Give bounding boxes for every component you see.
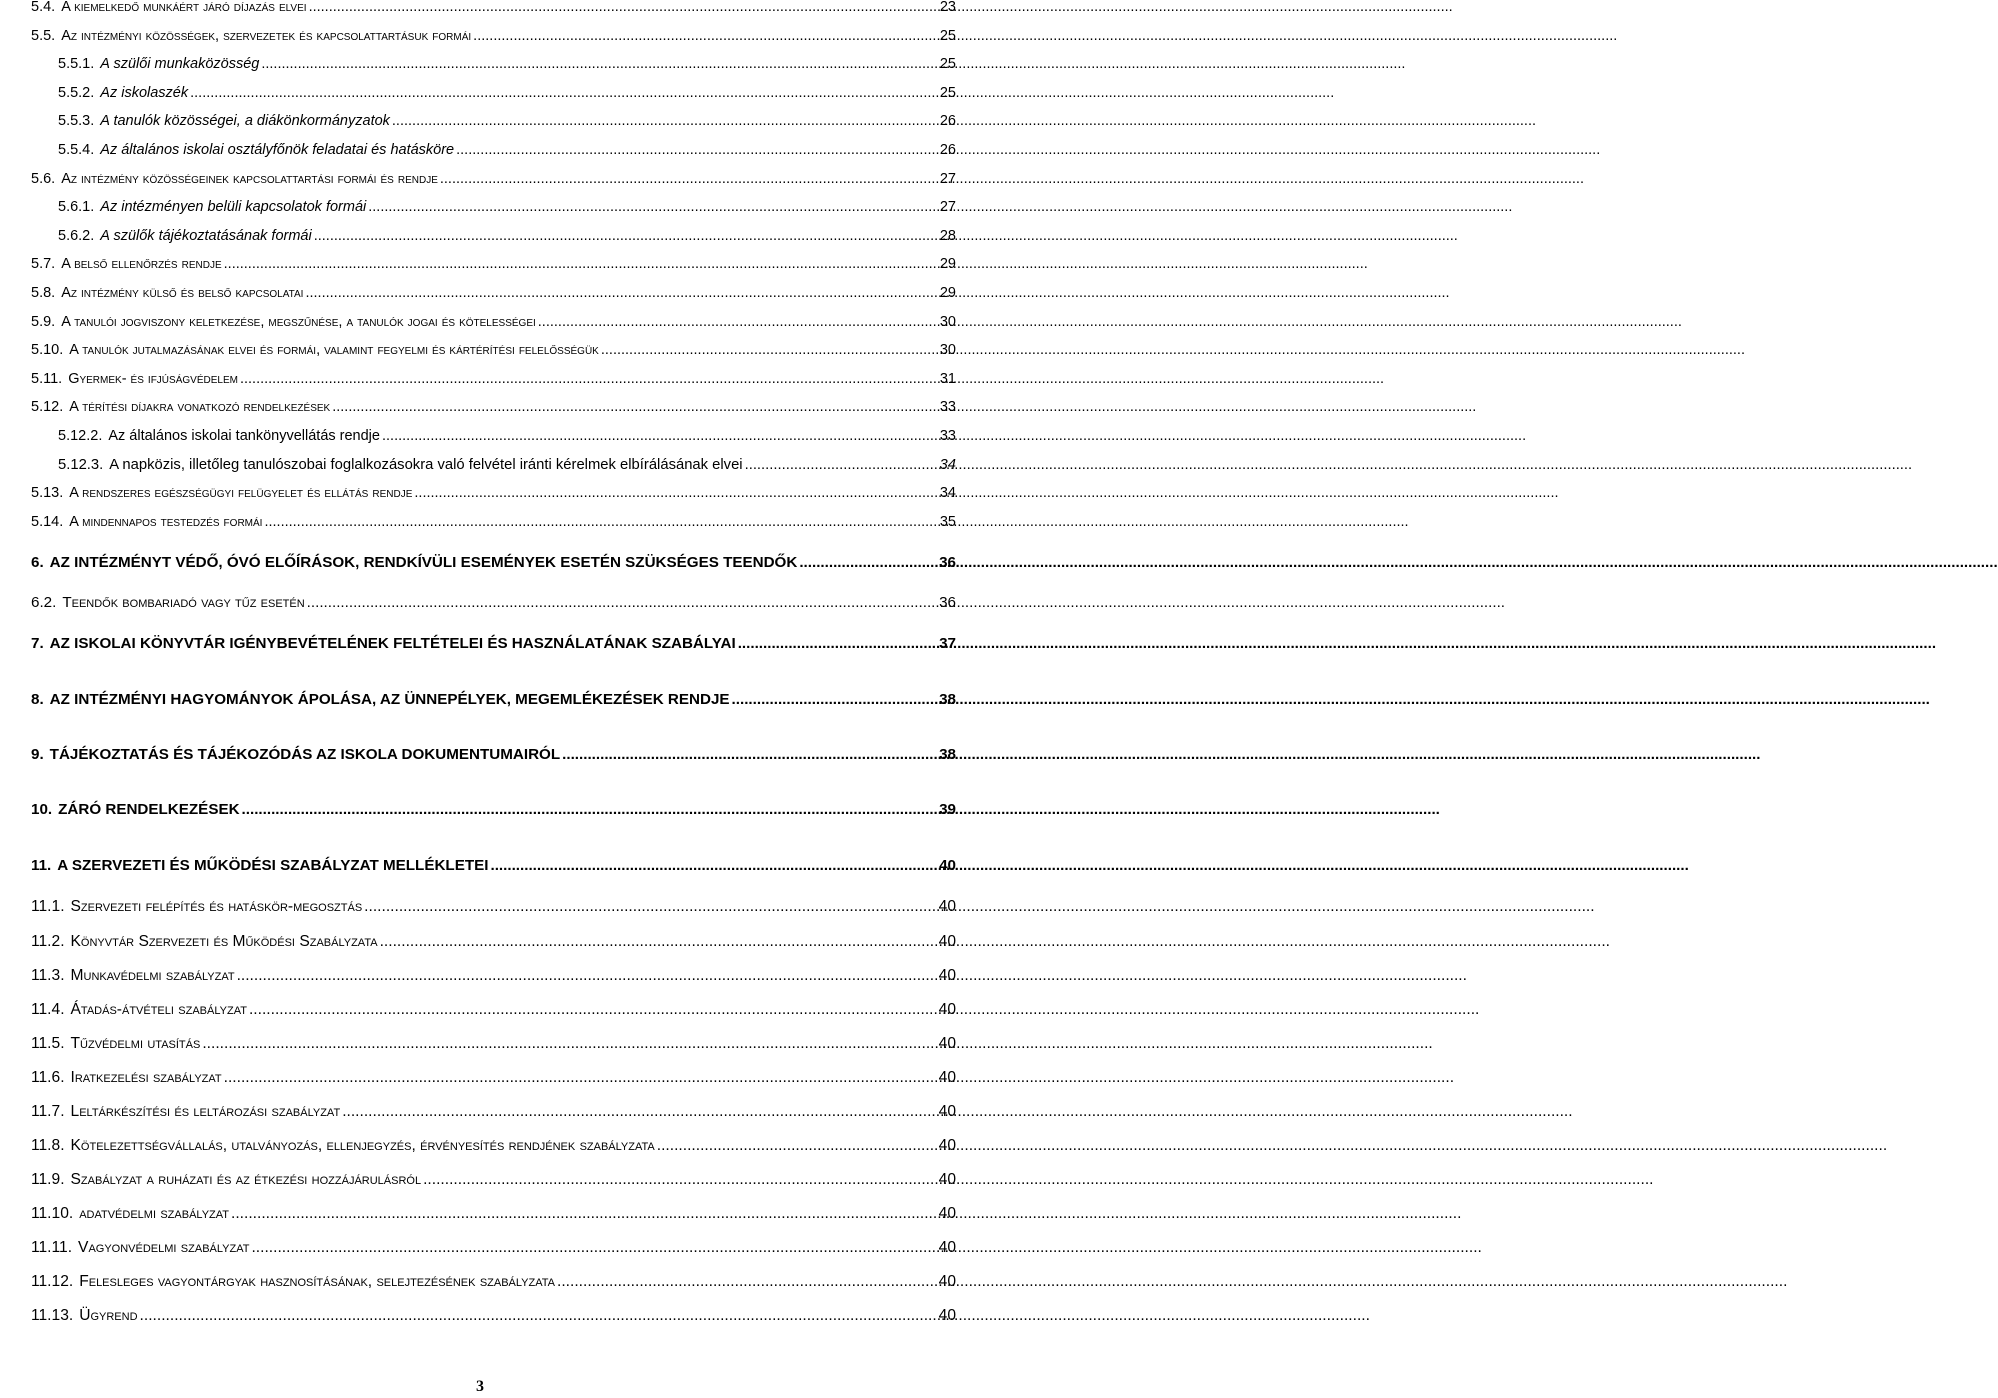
toc-entry-11-7[interactable] (0, 1102, 956, 1122)
dot-leader (264, 512, 937, 532)
toc-entry-5-6-2[interactable] (0, 226, 956, 246)
toc-entry-5-9[interactable] (0, 312, 956, 332)
toc-entry-6-2[interactable] (0, 593, 956, 613)
dot-leader (368, 197, 938, 217)
toc-number: 5.5.2. (58, 85, 95, 101)
toc-entry-11-4[interactable] (0, 1000, 956, 1020)
toc-number: 6. (31, 554, 44, 571)
toc-page: 25 (939, 85, 956, 101)
toc-page: 37 (939, 635, 956, 652)
toc-page: 40 (939, 857, 956, 874)
toc-title: A kiemelkedő munkáért járó díjazás elvei (61, 0, 307, 15)
toc-entry-7[interactable] (0, 634, 956, 654)
toc-page: 40 (938, 1239, 956, 1256)
toc-title: AZ ISKOLAI KÖNYVTÁR IGÉNYBEVÉTELÉNEK FELTÉTELEI ÉS HASZNÁLATÁNAK SZABÁLYAI (49, 635, 736, 652)
toc-entry-11-12[interactable] (0, 1272, 956, 1292)
dot-leader (538, 312, 938, 332)
toc-entry-11-9[interactable] (0, 1170, 956, 1190)
toc-entry-11[interactable] (0, 856, 956, 876)
toc-number: 11. (31, 857, 52, 874)
toc-page: 36 (939, 554, 956, 571)
toc-entry-5-12-2[interactable] (0, 426, 956, 446)
dot-leader (392, 111, 938, 131)
toc-title: Iratkezelési szabályzat (70, 1069, 222, 1086)
dot-leader (473, 26, 938, 46)
dot-leader (456, 140, 938, 160)
toc-number: 11.12. (31, 1273, 74, 1290)
toc-page: 31 (939, 371, 956, 387)
dot-leader (414, 483, 937, 503)
toc-entry-11-10[interactable] (0, 1204, 956, 1224)
toc-entry-5-6[interactable] (0, 169, 956, 189)
toc-title: Ügyrend (79, 1307, 138, 1324)
toc-title: Szabályzat a ruházati és az étkezési hozzájárulásról (70, 1171, 422, 1188)
toc-number: 6.2. (31, 594, 57, 611)
toc-number: 5.11. (31, 371, 63, 387)
toc-page: 39 (939, 801, 956, 818)
toc-page: 40 (938, 1035, 956, 1052)
dot-leader (242, 800, 938, 820)
toc-entry-11-13[interactable] (0, 1306, 956, 1326)
toc-title: Kötelezettségvállalás, utalványozás, ellenjegyzés, érvényesítés rendjének szabályzata (70, 1137, 655, 1154)
toc-number: 11.10. (31, 1205, 74, 1222)
toc-entry-11-6[interactable] (0, 1068, 956, 1088)
toc-page: 40 (938, 933, 956, 950)
toc-entry-5-5-3[interactable] (0, 111, 956, 131)
dot-leader (799, 553, 937, 573)
toc-number: 5.5.4. (58, 142, 95, 158)
toc-title: Az intézményi közösségek, szervezetek és kapcsolattartásuk formái (61, 28, 472, 44)
toc-entry-6[interactable] (0, 553, 956, 573)
dot-leader (562, 745, 937, 765)
toc-entry-5-5-2[interactable] (0, 83, 956, 103)
toc-entry-9[interactable] (0, 745, 956, 765)
toc-entry-5-8[interactable] (0, 283, 956, 303)
toc-number: 11.9. (31, 1171, 65, 1188)
dot-leader (140, 1306, 937, 1326)
toc-number: 5.5. (31, 28, 56, 44)
toc-number: 11.11. (31, 1239, 73, 1256)
toc-title: A rendszeres egészségügyi felügyelet és ellátás rendje (69, 485, 413, 501)
toc-page: 27 (939, 199, 956, 215)
dot-leader (309, 0, 938, 17)
toc-title: Az intézmény közösségeinek kapcsolattartási formái és rendje (61, 171, 438, 187)
toc-number: 10. (31, 801, 53, 818)
toc-page: 25 (939, 56, 956, 72)
toc-number: 11.8. (31, 1137, 65, 1154)
dot-leader (251, 1238, 936, 1258)
toc-entry-5-7[interactable] (0, 254, 956, 274)
toc-page: 29 (939, 256, 956, 272)
toc-page: 25 (939, 28, 956, 44)
toc-title: A szülői munkaközösség (100, 56, 260, 72)
toc-number: 5.12.3. (58, 457, 104, 473)
toc-page: 30 (939, 342, 956, 358)
toc-number: 11.2. (31, 933, 65, 950)
toc-page: 38 (939, 746, 956, 763)
toc-number: 8. (31, 691, 44, 708)
toc-number: 5.6.1. (58, 199, 95, 215)
toc-number: 5.5.3. (58, 113, 95, 129)
toc-number: 5.9. (31, 314, 56, 330)
toc-page: 40 (938, 1069, 956, 1086)
toc-entry-5-6-1[interactable] (0, 197, 956, 217)
toc-title: A tanulók jutalmazásának elvei és formái, valamint fegyelmi és kártérítési felelősségük (69, 342, 599, 358)
toc-number: 5.6.2. (58, 228, 95, 244)
toc-title: Teendők bombariadó vagy tűz esetén (62, 594, 305, 611)
table-of-contents (0, 0, 960, 1398)
dot-leader (738, 634, 937, 654)
toc-title: Felesleges vagyontárgyak hasznosításának, selejtezésének szabályzata (79, 1273, 555, 1290)
dot-leader (190, 83, 938, 103)
toc-page: 36 (939, 594, 956, 611)
toc-title: AZ INTÉZMÉNYI HAGYOMÁNYOK ÁPOLÁSA, AZ ÜNNEPÉLYEK, MEGEMLÉKEZÉSEK RENDJE (49, 691, 730, 708)
dot-leader (342, 1102, 936, 1122)
toc-page: 23 (939, 0, 956, 15)
toc-page: 33 (939, 399, 956, 415)
toc-page: 40 (938, 1137, 956, 1154)
toc-number: 11.3. (31, 967, 65, 984)
toc-title: Az általános iskolai osztályfőnök feladatai és hatásköre (100, 142, 455, 158)
toc-page: 26 (939, 142, 956, 158)
toc-entry-5-12-3[interactable] (0, 455, 956, 475)
page-number: 3 (476, 1378, 484, 1395)
toc-entry-5-4[interactable] (0, 0, 956, 17)
toc-entry-11-1[interactable] (0, 897, 956, 917)
toc-title: ZÁRÓ RENDELKEZÉSEK (58, 801, 240, 818)
toc-number: 9. (31, 746, 44, 763)
toc-page: 30 (939, 314, 956, 330)
toc-number: 5.8. (31, 285, 56, 301)
toc-number: 5.4. (31, 0, 56, 15)
toc-page: 40 (938, 1103, 956, 1120)
toc-page: 26 (939, 113, 956, 129)
dot-leader (202, 1034, 936, 1054)
toc-number: 5.7. (31, 256, 56, 272)
toc-number: 11.6. (31, 1069, 65, 1086)
toc-entry-5-13[interactable] (0, 483, 956, 503)
toc-page: 28 (939, 228, 956, 244)
dot-leader (305, 283, 937, 303)
toc-title: Szervezeti felépítés és hatáskör-megosztás (70, 898, 363, 915)
dot-leader (440, 169, 938, 189)
toc-title: A tanulók közösségei, a diákönkormányzatok (100, 113, 390, 129)
toc-title: Az általános iskolai tankönyvellátás rendje (108, 428, 380, 444)
toc-title: Tűzvédelmi utasítás (70, 1035, 201, 1052)
toc-page: 40 (938, 1273, 956, 1290)
toc-title: Könyvtár Szervezeti és Működési Szabályzata (70, 933, 378, 950)
toc-entry-11-5[interactable] (0, 1034, 956, 1054)
toc-number: 11.13. (31, 1307, 74, 1324)
dot-leader (601, 340, 938, 360)
toc-page: 29 (939, 285, 956, 301)
toc-page: 40 (938, 1205, 956, 1222)
toc-number: 11.5. (31, 1035, 65, 1052)
toc-title: A tanulói jogviszony keletkezése, megszűnése, a tanulók jogai és kötelességei (61, 314, 536, 330)
toc-number: 11.1. (31, 898, 65, 915)
toc-entry-5-5[interactable] (0, 26, 956, 46)
toc-title: TÁJÉKOZTATÁS ÉS TÁJÉKOZÓDÁS AZ ISKOLA DOKUMENTUMAIRÓL (49, 746, 561, 763)
toc-page: 34 (939, 457, 956, 473)
toc-title: A belső ellenőrzés rendje (61, 256, 222, 272)
toc-number: 5.14. (31, 514, 64, 530)
toc-number: 11.4. (31, 1001, 65, 1018)
toc-title: Gyermek- és ifjúságvédelem (68, 371, 238, 387)
toc-number: 5.13. (31, 485, 64, 501)
dot-leader (224, 254, 938, 274)
dot-leader (380, 932, 937, 952)
dot-leader (557, 1272, 937, 1292)
toc-number: 11.7. (31, 1103, 65, 1120)
dot-leader (364, 897, 936, 917)
toc-title: Leltárkészítési és leltározási szabályzat (70, 1103, 341, 1120)
toc-entry-5-5-1[interactable] (0, 54, 956, 74)
toc-number: 5.6. (31, 171, 56, 187)
dot-leader (490, 856, 937, 876)
dot-leader (261, 54, 938, 74)
toc-entry-10[interactable] (0, 800, 956, 820)
dot-leader (249, 1000, 937, 1020)
toc-page: 40 (938, 898, 956, 915)
toc-page: 40 (938, 1307, 956, 1324)
toc-title: Vagyonvédelmi szabályzat (78, 1239, 250, 1256)
toc-page: 34 (939, 485, 956, 501)
toc-title: Az intézményen belüli kapcsolatok formái (100, 199, 367, 215)
toc-title: A mindennapos testedzés formái (69, 514, 263, 530)
toc-page: 40 (938, 1001, 956, 1018)
toc-entry-11-8[interactable] (0, 1136, 956, 1156)
dot-leader (332, 397, 938, 417)
toc-entry-5-14[interactable] (0, 512, 956, 532)
dot-leader (314, 226, 938, 246)
toc-entry-11-2[interactable] (0, 932, 956, 952)
toc-title: adatvédelmi szabályzat (79, 1205, 230, 1222)
toc-entry-5-10[interactable] (0, 340, 956, 360)
toc-title: Munkavédelmi szabályzat (70, 967, 235, 984)
toc-page: 38 (939, 691, 956, 708)
dot-leader (732, 690, 938, 710)
toc-page: 33 (939, 428, 956, 444)
dot-leader (307, 593, 937, 613)
dot-leader (657, 1136, 937, 1156)
dot-leader (423, 1170, 937, 1190)
toc-number: 5.5.1. (58, 56, 95, 72)
toc-number: 5.12. (31, 399, 64, 415)
toc-number: 7. (31, 635, 44, 652)
dot-leader (231, 1204, 937, 1224)
toc-title: A szülők tájékoztatásának formái (100, 228, 312, 244)
dot-leader (224, 1068, 937, 1088)
toc-entry-11-3[interactable] (0, 966, 956, 986)
toc-title: A térítési díjakra vonatkozó rendelkezések (69, 399, 331, 415)
toc-title: AZ INTÉZMÉNYT VÉDŐ, ÓVÓ ELŐÍRÁSOK, RENDKÍVÜLI ESEMÉNYEK ESETÉN SZÜKSÉGES TEENDŐK (49, 554, 798, 571)
toc-page: 27 (939, 171, 956, 187)
toc-entry-5-5-4[interactable] (0, 140, 956, 160)
toc-title: Az iskolaszék (100, 85, 189, 101)
dot-leader (240, 369, 938, 389)
toc-entry-5-12[interactable] (0, 397, 956, 417)
toc-title: Az intézmény külső és belső kapcsolatai (61, 285, 304, 301)
toc-title: Átadás-átvételi szabályzat (70, 1001, 247, 1018)
dot-leader (382, 426, 938, 446)
toc-page: 40 (938, 967, 956, 984)
toc-number: 5.12.2. (58, 428, 103, 444)
toc-title: A napközis, illetőleg tanulószobai foglalkozásokra való felvétel iránti kérelmek elbírálásának elvei (109, 457, 743, 473)
toc-entry-11-11[interactable] (0, 1238, 956, 1258)
toc-number: 5.10. (31, 342, 64, 358)
dot-leader (237, 966, 937, 986)
toc-entry-8[interactable] (0, 690, 956, 710)
toc-page: 35 (939, 514, 956, 530)
dot-leader (745, 455, 938, 475)
toc-page: 40 (938, 1171, 956, 1188)
toc-title: A SZERVEZETI ÉS MŰKÖDÉSI SZABÁLYZAT MELLÉKLETEI (57, 857, 489, 874)
toc-entry-5-11[interactable] (0, 369, 956, 389)
